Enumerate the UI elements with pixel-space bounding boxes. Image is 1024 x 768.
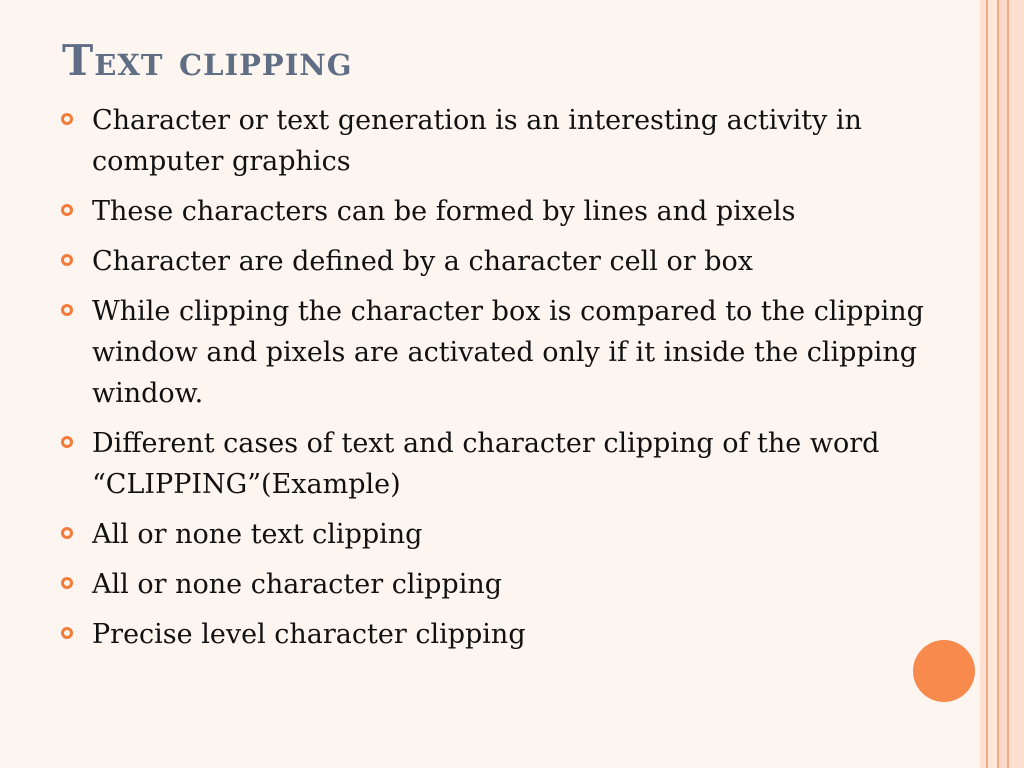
bullet-item xyxy=(58,100,954,182)
bullet-item xyxy=(58,514,954,555)
hollow-circle-bullet-icon xyxy=(61,254,73,266)
bullet-item xyxy=(58,423,954,505)
bullet-text: All or none text clipping xyxy=(92,519,423,550)
bullet-text: Precise level character clipping xyxy=(92,619,526,650)
bullet-text: Different cases of text and character clipping of the word “CLIPPING”(Example) xyxy=(92,428,880,500)
hollow-circle-bullet-icon xyxy=(61,204,73,216)
hollow-circle-bullet-icon xyxy=(61,113,73,125)
hollow-circle-bullet-icon xyxy=(61,577,73,589)
orange-circle-icon xyxy=(913,640,975,702)
hollow-circle-bullet-icon xyxy=(61,627,73,639)
bullet-item xyxy=(58,614,954,655)
bullet-item xyxy=(58,241,954,282)
bullet-text: Character or text generation is an interesting activity in computer graphics xyxy=(92,105,862,177)
hollow-circle-bullet-icon xyxy=(61,436,73,448)
bullet-item xyxy=(58,291,954,414)
decorative-right-stripes xyxy=(980,0,1024,768)
bullet-text: While clipping the character box is compared to the clipping window and pixels are activated only if it inside the clipping window. xyxy=(92,296,924,409)
bullet-text: All or none character clipping xyxy=(92,569,503,600)
hollow-circle-bullet-icon xyxy=(61,527,73,539)
bullet-list xyxy=(58,100,954,664)
bullet-item xyxy=(58,191,954,232)
bullet-item xyxy=(58,564,954,605)
hollow-circle-bullet-icon xyxy=(61,304,73,316)
bullet-text: These characters can be formed by lines and pixels xyxy=(92,196,796,227)
bullet-text: Character are defined by a character cell or box xyxy=(92,246,753,277)
slide-title: Text clipping xyxy=(62,36,353,85)
